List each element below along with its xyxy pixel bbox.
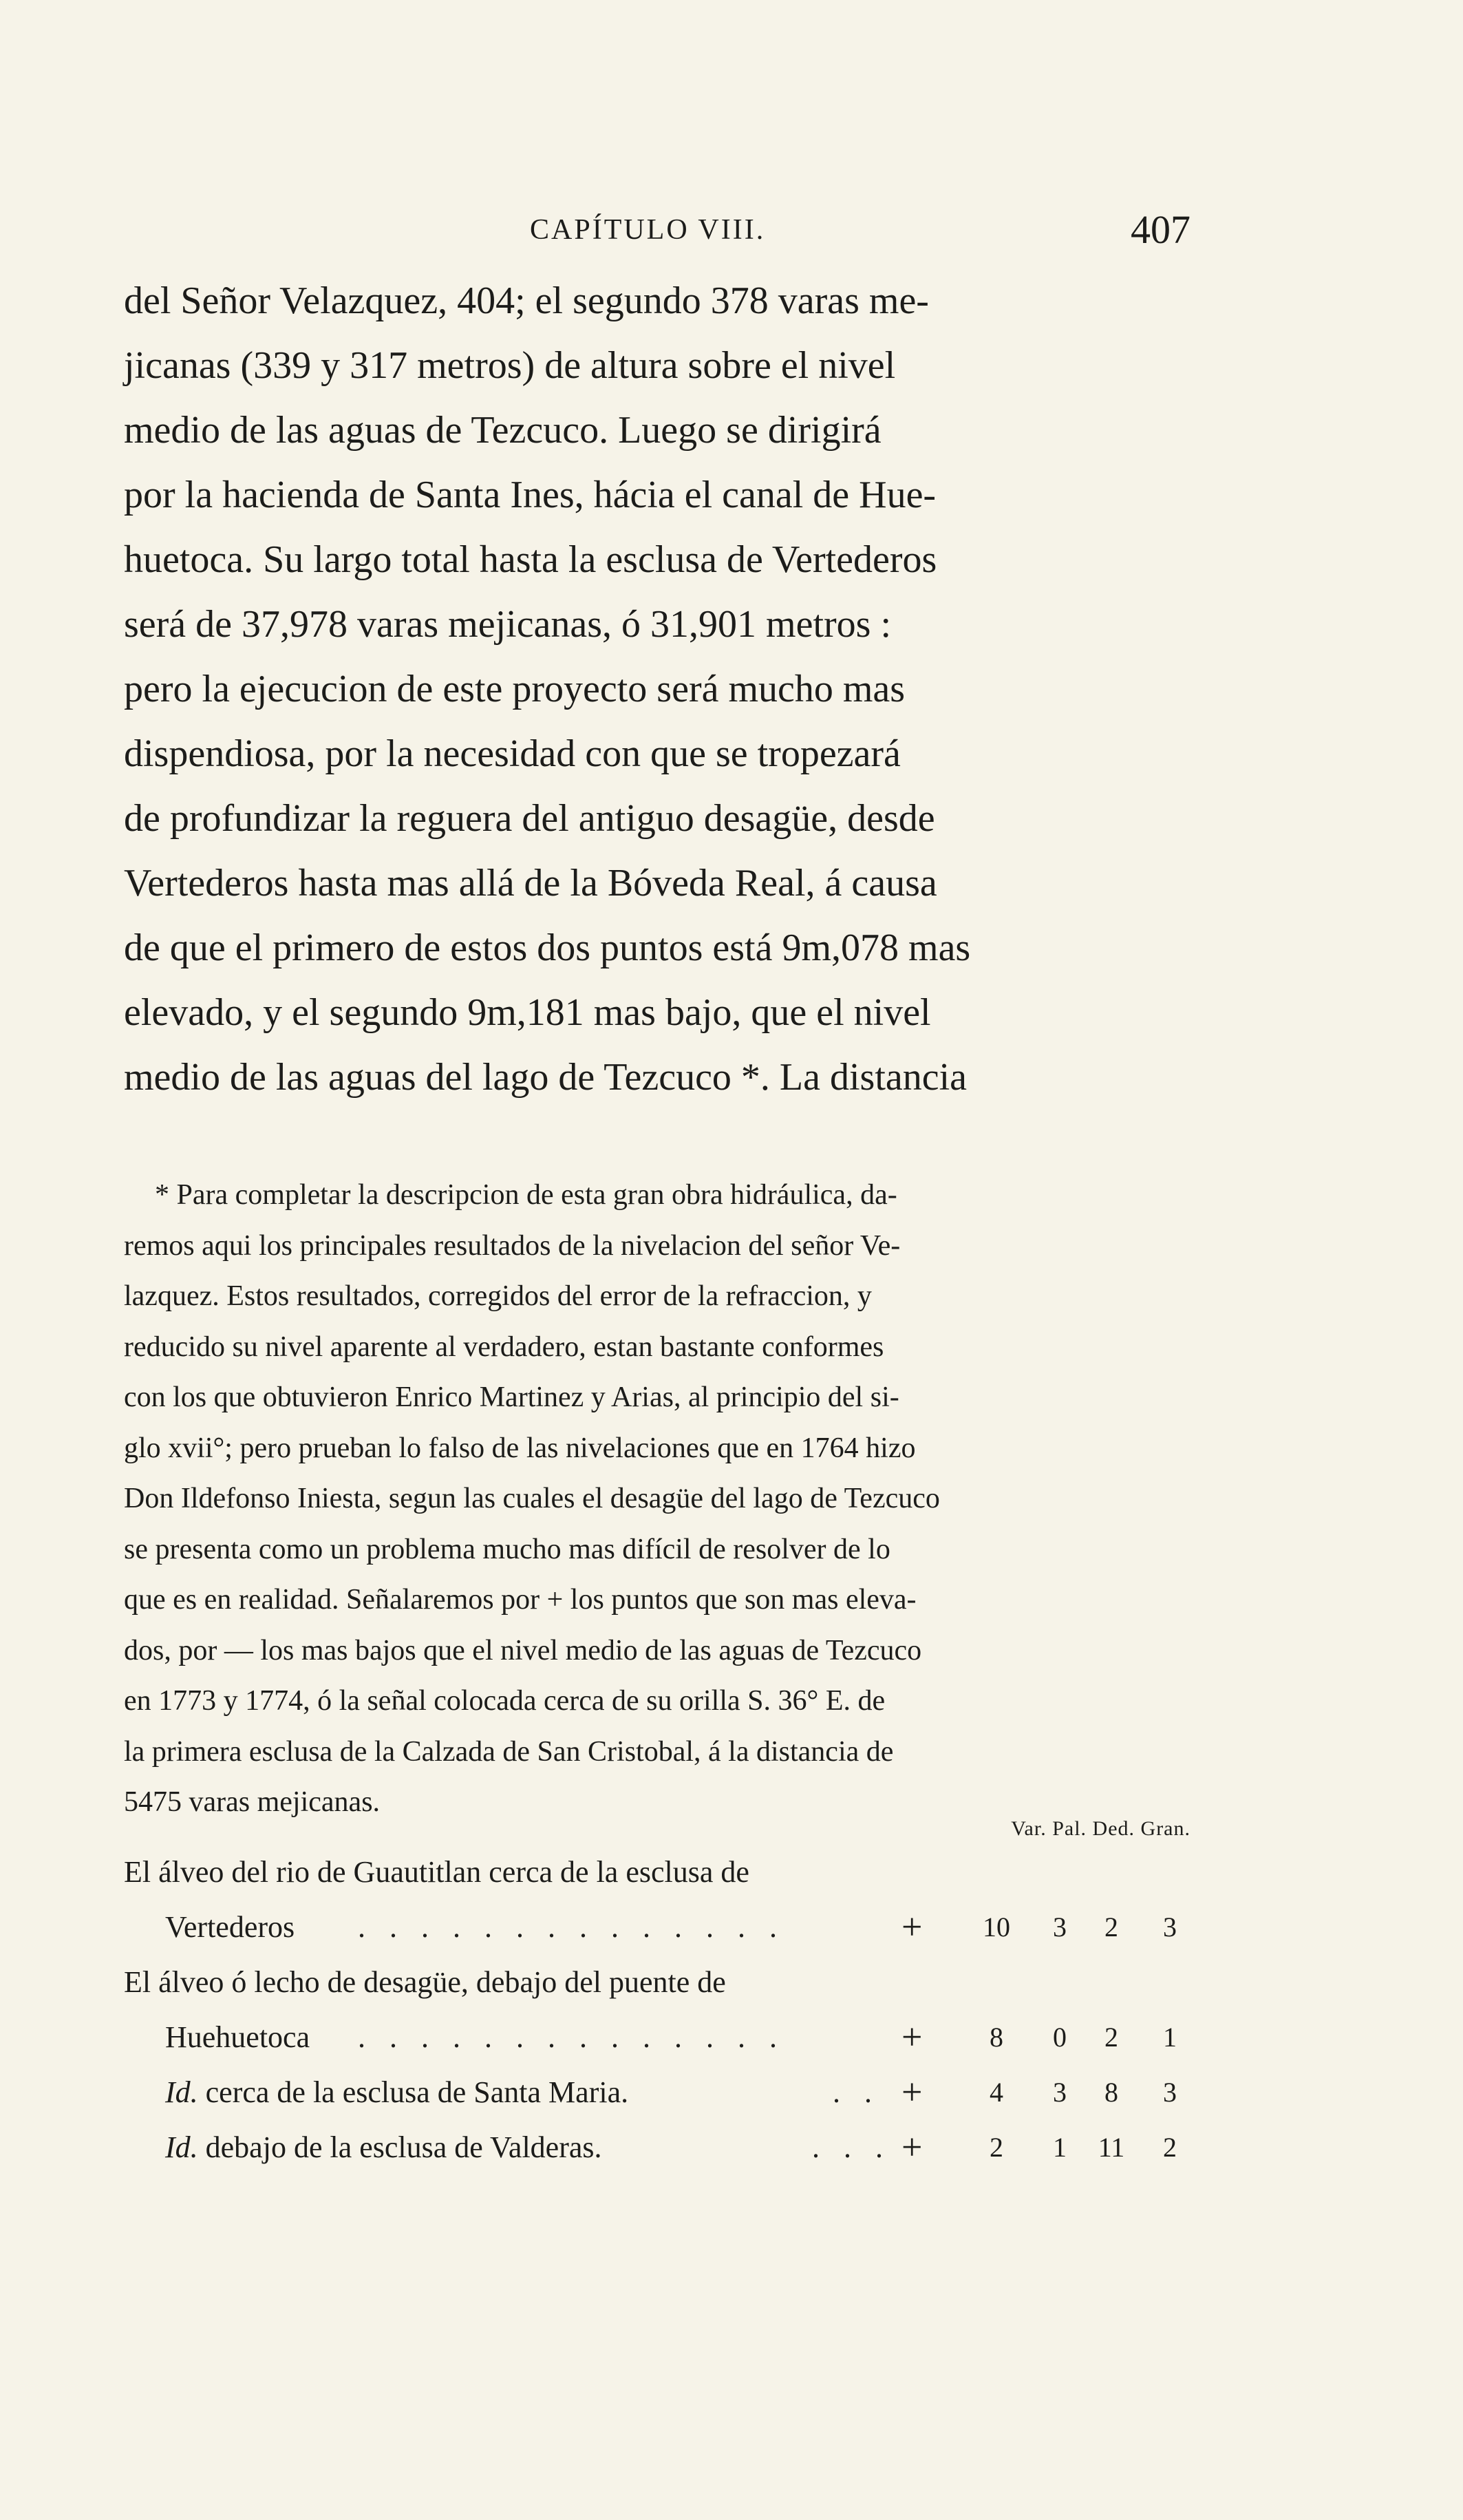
dot-leader: . . . — [812, 2130, 891, 2164]
footnote-line: reducido su nivel aparente al verdadero, estan bastante conformes — [124, 1331, 884, 1363]
value-granos: 1 — [1163, 2022, 1177, 2053]
sign-marker: + — [901, 2071, 923, 2113]
value-varas: 10 — [983, 1912, 1010, 1942]
footnote-line: lazquez. Estos resultados, corregidos del error de la refraccion, y — [124, 1280, 872, 1312]
body-line: medio de las aguas del lago de Tezcuco *. La distancia — [124, 1056, 968, 1099]
row-label: El álveo ó lecho de desagüe, debajo del puente de — [124, 1965, 726, 1999]
footnote-line: 5475 varas mejicanas. — [124, 1786, 381, 1818]
footnote-line: con los que obtuvieron Enrico Martinez y Arias, al principio del si- — [124, 1381, 899, 1413]
body-line: por la hacienda de Santa Ines, hácia el canal de Hue- — [124, 474, 937, 516]
footnote — [124, 1170, 1190, 1828]
value-dedos: 8 — [1104, 2077, 1118, 2108]
table-row — [124, 1846, 1190, 1898]
sign-marker: + — [901, 2126, 923, 2168]
footnote-line: glo xvii°; pero prueban lo falso de las nivelaciones que en 1764 hizo — [124, 1432, 916, 1464]
body-line: huetoca. Su largo total hasta la esclusa de Vertederos — [124, 538, 937, 581]
sign-marker: + — [901, 2016, 923, 2057]
dot-leader: . . . . . . . . . . . . . . — [358, 1910, 785, 1944]
value-dedos: 2 — [1104, 2022, 1118, 2053]
value-granos: 3 — [1163, 2077, 1177, 2108]
value-granos: 3 — [1163, 1912, 1177, 1942]
body-line: de profundizar la reguera del antiguo desagüe, desde — [124, 797, 935, 840]
footnote-line: la primera esclusa de la Calzada de San Cristobal, á la distancia de — [124, 1735, 894, 1768]
footnote-line: remos aqui los principales resultados de la nivelacion del señor Ve- — [124, 1229, 901, 1262]
body-line: de que el primero de estos dos puntos está 9m,078 mas — [124, 927, 971, 969]
value-varas: 8 — [990, 2022, 1003, 2053]
body-line: del Señor Velazquez, 404; el segundo 378 varas me- — [124, 279, 929, 322]
row-label: El álveo del rio de Guautitlan cerca de la esclusa de — [124, 1855, 749, 1889]
row-label-text: cerca de la esclusa de Santa Maria. — [205, 2075, 629, 2109]
value-varas: 4 — [990, 2077, 1003, 2108]
footnote-line: en 1773 y 1774, ó la señal colocada cerca de su orilla S. 36° E. de — [124, 1685, 886, 1717]
footnote-line: se presenta como un problema mucho mas difícil de resolver de lo — [124, 1533, 890, 1565]
value-palmos: 3 — [1053, 2077, 1067, 2108]
page-number: 407 — [1131, 207, 1190, 252]
value-dedos: 11 — [1098, 2132, 1125, 2163]
row-label — [165, 2066, 628, 2118]
dot-leader: . . . . . . . . . . . . . . — [358, 2020, 785, 2054]
row-label — [165, 2121, 602, 2173]
value-palmos: 1 — [1053, 2132, 1067, 2163]
value-palmos: 0 — [1053, 2022, 1067, 2053]
body-line: será de 37,978 varas mejicanas, ó 31,901 metros : — [124, 603, 892, 646]
row-label-text: debajo de la esclusa de Valderas. — [205, 2130, 602, 2164]
table-row — [124, 2066, 1190, 2118]
body-line: medio de las aguas de Tezcuco. Luego se dirigirá — [124, 409, 882, 452]
table-row — [124, 2121, 1190, 2173]
body-text — [124, 268, 1190, 1110]
table-row — [124, 1956, 1190, 2008]
body-line: Vertederos hasta mas allá de la Bóveda Real, á causa — [124, 862, 937, 904]
body-line: pero la ejecucion de este proyecto será mucho mas — [124, 668, 906, 710]
running-head: CAPÍTULO VIII. — [530, 214, 766, 246]
body-line: elevado, y el segundo 9m,181 mas bajo, que el nivel — [124, 991, 931, 1034]
value-dedos: 2 — [1104, 1912, 1118, 1942]
column-header: Var. Pal. Ded. Gran. — [1011, 1817, 1190, 1840]
value-varas: 2 — [990, 2132, 1003, 2163]
footnote-line: que es en realidad. Señalaremos por + los puntos que son mas eleva- — [124, 1584, 917, 1616]
page-header — [124, 207, 1190, 262]
value-palmos: 3 — [1053, 1912, 1067, 1942]
table-row — [124, 1901, 1190, 1953]
body-line: dispendiosa, por la necesidad con que se tropezará — [124, 732, 901, 775]
sign-marker: + — [901, 1906, 923, 1947]
footnote-line: * Para completar la descripcion de esta gran obra hidráulica, da- — [155, 1179, 897, 1211]
footnote-line: dos, por — los mas bajos que el nivel medio de las aguas de Tezcuco — [124, 1634, 922, 1666]
table-row — [124, 2011, 1190, 2063]
value-granos: 2 — [1163, 2132, 1177, 2163]
row-label: Huehuetoca — [165, 2020, 310, 2054]
id-abbrev: Id. — [165, 2130, 198, 2164]
dot-leader: . . — [833, 2075, 880, 2109]
footnote-line: Don Ildefonso Iniesta, segun las cuales el desagüe del lago de Tezcuco — [124, 1483, 940, 1514]
id-abbrev: Id. — [165, 2075, 198, 2109]
body-line: jicanas (339 y 317 metros) de altura sobre el nivel — [124, 344, 896, 387]
row-label: Vertederos — [165, 1910, 295, 1944]
